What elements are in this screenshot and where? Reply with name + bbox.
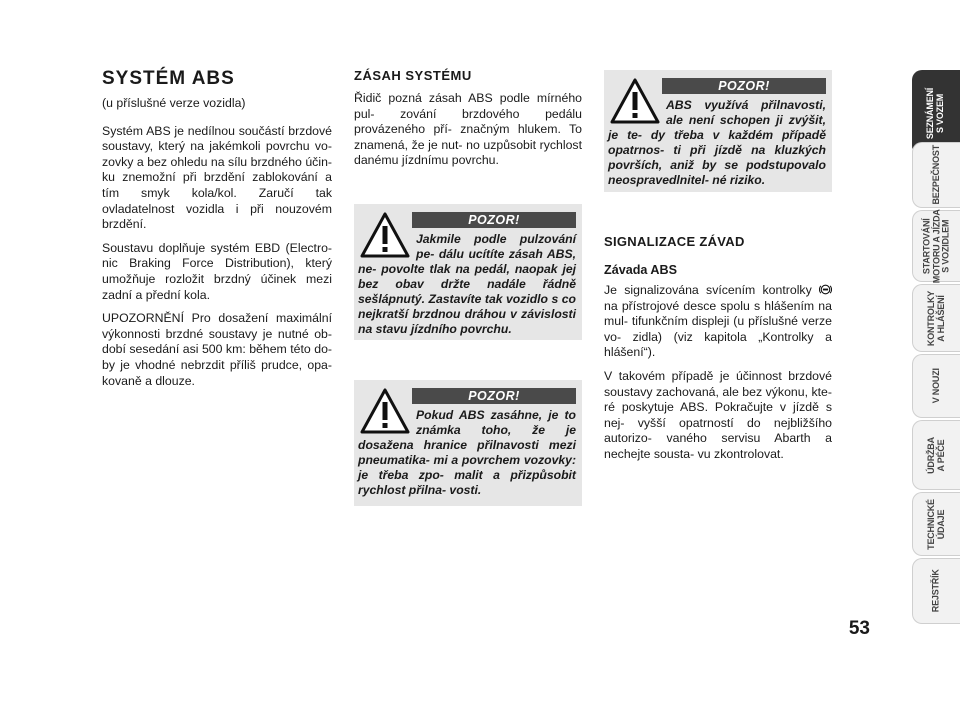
section-abs-system [102,68,332,397]
tab-v-nouzi[interactable]: V NOUZI [912,354,960,418]
warning-box [604,70,832,192]
warning-label: POZOR! [662,78,826,94]
section-system-intervention [354,68,582,177]
paragraph-text: Je signalizována svícením kontrolky [604,283,812,297]
page-title: SYSTÉM ABS [102,68,235,89]
version-note: (u příslušné verze vozidla) [102,96,246,110]
warning-box [354,204,582,340]
paragraph: V takovém případě je účinnost brzdové soustavy zachovaná, ale bez výkonu, kte- ré poskytuje ABS. Pokračujte v jízdě s nej- vyšší opatrností do nejbližšího autorizo- vaného servisu Abarth a nechejte sousta- vu zkontrolovat. [604,368,832,461]
paragraph: Soustavu doplňuje systém EBD (Electro- nic Braking Force Distribution), který umožňuje rozložit brzdný účinek mezi zadní a přední kola. [102,240,332,302]
section-heading: SIGNALIZACE ZÁVAD [604,234,745,249]
warning-text: ABS využívá přilnavosti, ale není schopen ji zvýšit, je te- dy třeba v každém případě opatrnos- ti při jízdě na kluzkých površích, aniž by se podstupovalo neospravedlnitel- né riziko. [608,98,826,187]
page-number: 53 [848,618,870,639]
warning-text: Jakmile podle pulzování pe- dálu ucítíte zásah ABS, ne- povolte tlak na pedál, naopak jej bez obav držte nadále řádně sešlápnutý. Zastavíte tak vozidlo s co nejkratší brzdnou dráhou v závislosti na stavu jízdního povrchu. [358,232,576,336]
tab-technicke-udaje[interactable]: TECHNICKÉ ÚDAJE [912,492,960,556]
warning-box [354,380,582,506]
section-heading: ZÁSAH SYSTÉMU [354,68,472,83]
paragraph [604,283,832,361]
subsection-heading: Závada ABS [604,263,678,277]
tab-startovani[interactable]: STARTOVÁNÍ MOTORU A JÍZDA S VOZIDLEM [912,210,960,282]
paragraph: Řidič pozná zásah ABS podle mírného pul- zování brzdového pedálu provázeného pří- značným hlukem. To znamená, že je nut- no uzpůsobit rychlost danému jízdnímu povrchu. [354,91,582,168]
paragraph-text: na přístrojové desce spolu s hlášením na mul- tifunkčním displeji (u příslušné verze vo- zidla) (viz kapitola „Kontrolky a hlášení“). [604,298,832,360]
warning-label: POZOR! [412,388,576,404]
tab-bezpecnost[interactable]: BEZPEČNOST [912,142,960,208]
warning-label: POZOR! [412,212,576,228]
tab-seznameni-s-vozem[interactable]: SEZNÁMENÍ S VOZEM [912,70,960,156]
abs-warning-light-icon [819,283,832,296]
paragraph: UPOZORNĚNÍ Pro dosažení maximální výkonnosti brzdné soustavy je nutné ob- dobí sesedání asi 500 km: během této do- by je vhodné nebrzdit příliš prudce, opa- kovaně a dlouze. [102,311,332,388]
paragraph: Systém ABS je nedílnou součástí brzdové soustavy, který na jakémkoli povrchu vo- zovky a bez ohledu na sílu brzdného účin- ku znemožní při brzdění zablokování a tím smyk kola/kol. Zaručí tak ovladatelnost vozidla i při nouzovém brzdění. [102,123,332,232]
tab-rejstrik[interactable]: REJSTŘÍK [912,558,960,624]
section-fault-signaling [604,234,832,471]
warning-text: Pokud ABS zasáhne, je to známka toho, že je dosažena hranice přilnavosti mezi pneumatika- mi a povrchem vozovky: je třeba zpo- malit a přizpůsobit rychlost přilna- vosti. [358,408,576,497]
tab-kontrolky[interactable]: KONTROLKY A HLÁŠENÍ [912,284,960,352]
tab-udrzba[interactable]: ÚDRŽBA A PÉČE [912,420,960,490]
